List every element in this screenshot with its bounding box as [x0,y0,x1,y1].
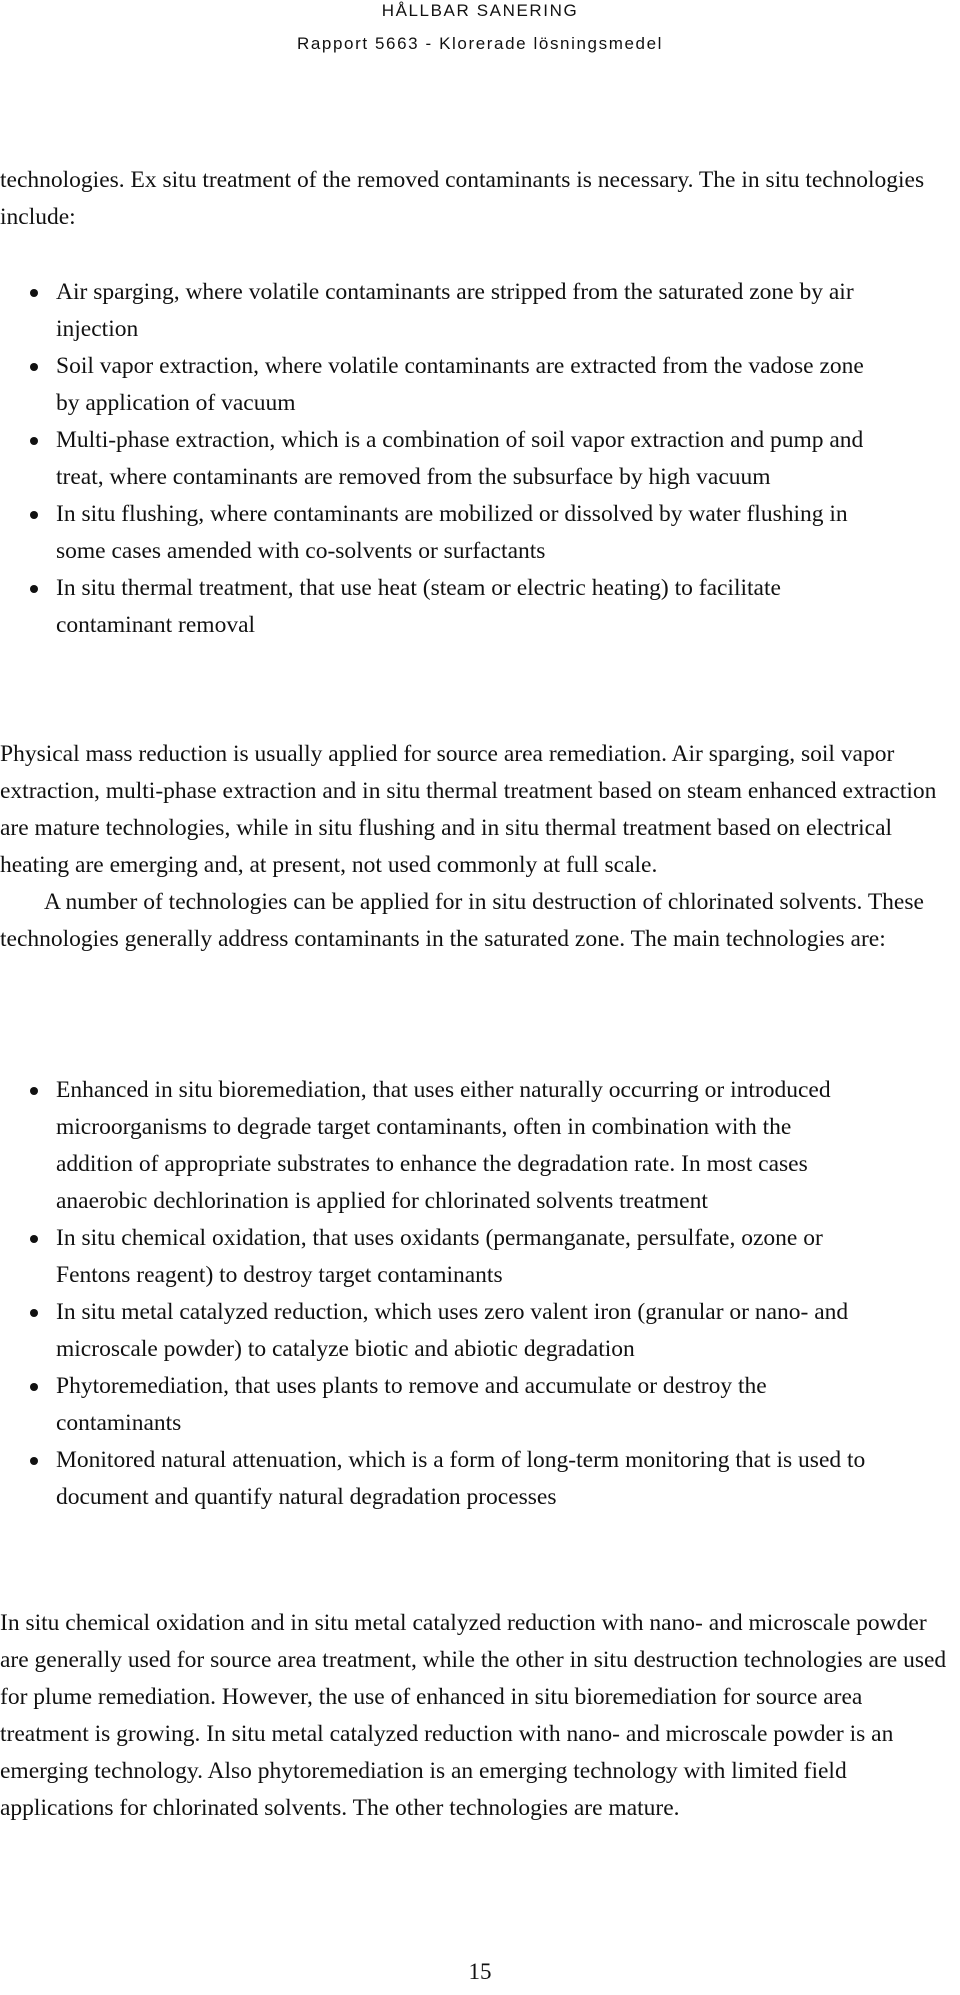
list-item-text: Multi-phase extraction, which is a combination of soil vapor extraction and pump and treat, where contaminants are removed from the subsurface by high vacuum [56,427,864,490]
list-item-text: Air sparging, where volatile contaminants are stripped from the saturated zone by air injection [56,279,854,342]
final-paragraph: In situ chemical oxidation and in situ metal catalyzed reduction with nano- and microscale powder are generally used for source area treatment, while the other in situ destruction technologies are used for plume remediation. However, the use of enhanced in situ bioremediation for source area treatment is growing. In situ metal catalyzed reduction with nano- and microscale powder is an emerging technology. Also phytoremediation is an emerging technology with limited field applications for chlorinated solvents. The other technologies are mature. [0,1610,947,1821]
list-item [0,496,948,570]
bullet-icon [30,437,38,445]
list-item-text: Enhanced in situ bioremediation, that uses either naturally occurring or introduced microorganisms to degrade target contaminants, often in combination with the addition of appropriate substrates to enhance the degradation rate. In most cases anaerobic dechlorination is applied for chlorinated solvents treatment [56,1077,831,1214]
list-item [0,570,948,644]
list-item [0,274,948,348]
header-subtitle: Rapport 5663 - Klorerade lösningsmedel [296,34,664,53]
list-item [0,1442,948,1516]
intro-block [0,162,948,236]
bullet-icon [30,1235,38,1243]
list-item-text: In situ thermal treatment, that use heat (steam or electric heating) to facilitate contaminant removal [56,575,781,638]
final-block [0,1605,948,1827]
physical-mass-block [0,736,948,958]
list-item-text: In situ metal catalyzed reduction, which uses zero valent iron (granular or nano- and microscale powder) to catalyze biotic and abiotic degradation [56,1299,849,1362]
bullet-icon [30,585,38,593]
bullet-icon [30,289,38,297]
bullet-icon [30,1457,38,1465]
destruction-technologies-block [0,1072,948,1516]
header-title: HÅLLBAR SANERING [381,1,579,20]
destruction-intro-paragraph: A number of technologies can be applied for in situ destruction of chlorinated solvents. These technologies generally address contaminants in the saturated zone. The main technologies are: [0,889,924,952]
list-item-text: In situ flushing, where contaminants are mobilized or dissolved by water flushing in some cases amended with co-solvents or surfactants [56,501,848,564]
list-item-text: Soil vapor extraction, where volatile contaminants are extracted from the vadose zone by application of vacuum [56,353,864,416]
list-item [0,1294,948,1368]
list-item [0,422,948,496]
in-situ-technologies-list [0,274,948,644]
bullet-icon [30,1383,38,1391]
destruction-technologies-list [0,1072,948,1516]
list-item [0,1220,948,1294]
bullet-icon [30,1309,38,1317]
bullet-icon [30,511,38,519]
intro-paragraph: technologies. Ex situ treatment of the removed contaminants is necessary. The in situ technologies include: [0,167,925,230]
in-situ-technologies-block [0,274,948,644]
list-item-text: Monitored natural attenuation, which is a form of long-term monitoring that is used to document and quantify natural degradation processes [56,1447,866,1510]
list-item [0,1072,948,1220]
physical-mass-paragraph: Physical mass reduction is usually applied for source area remediation. Air sparging, soil vapor extraction, multi-phase extraction and in situ thermal treatment based on steam enhanced extraction are mature technologies, while in situ flushing and in situ thermal treatment based on electrical heating are emerging and, at present, not used commonly at full scale. [0,741,937,878]
list-item-text: Phytoremediation, that uses plants to remove and accumulate or destroy the contaminants [56,1373,767,1436]
list-item [0,1368,948,1442]
list-item [0,348,948,422]
bullet-icon [30,1087,38,1095]
bullet-icon [30,363,38,371]
page-number: 15 [468,1959,492,1984]
list-item-text: In situ chemical oxidation, that uses oxidants (permanganate, persulfate, ozone or Fentons reagent) to destroy target contaminants [56,1225,823,1288]
